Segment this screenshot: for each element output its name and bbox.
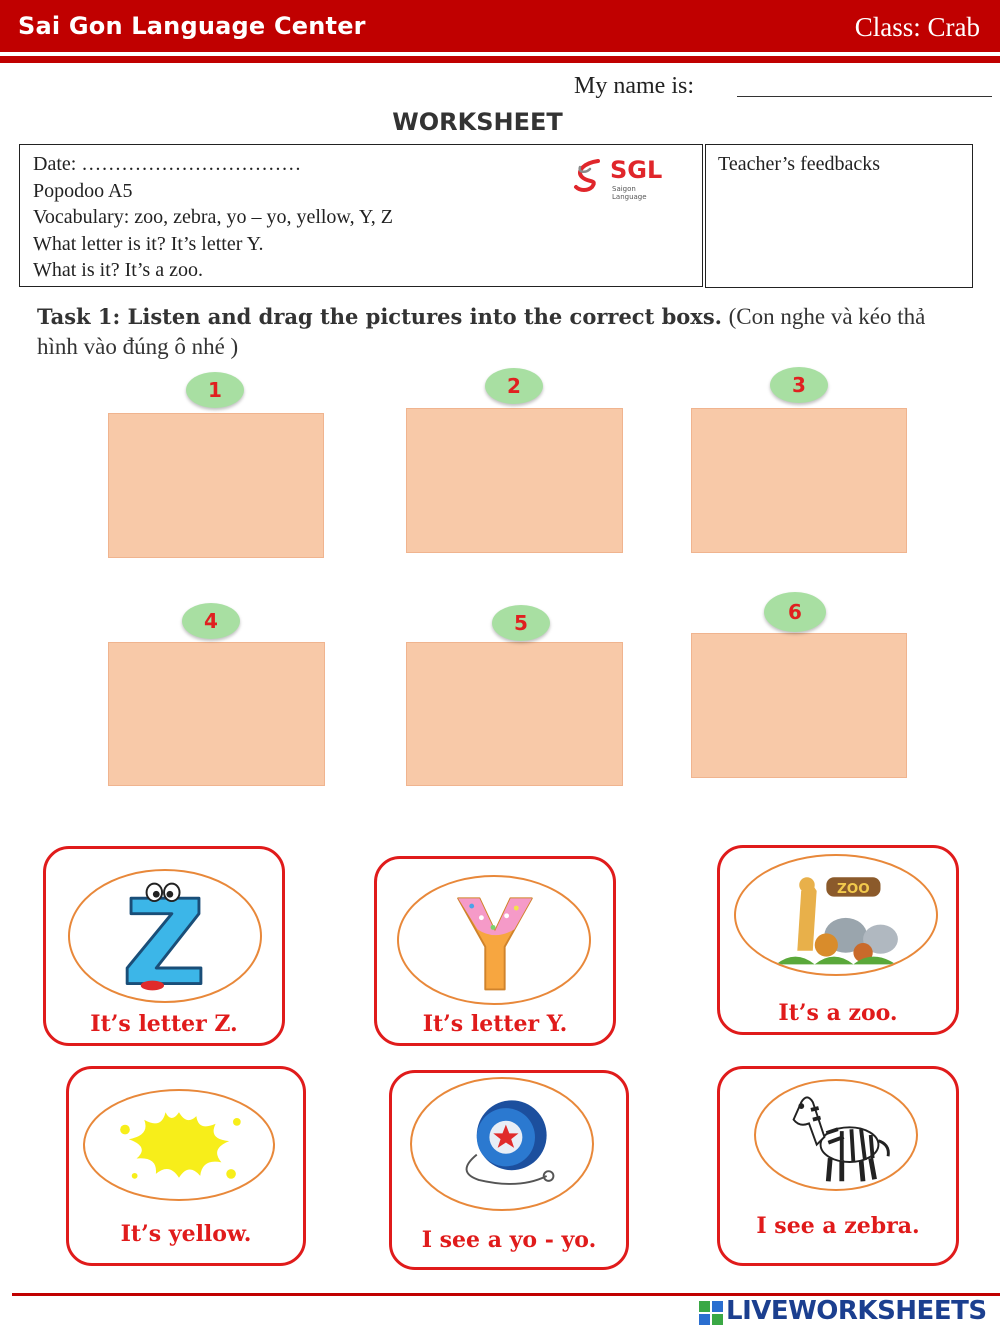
card-caption: I see a zebra. [756, 1213, 920, 1239]
card-caption: It’s a zoo. [778, 1000, 898, 1026]
card-oval [83, 1089, 275, 1201]
card-caption: It’s letter Y. [422, 1011, 568, 1037]
worksheet-title: WORKSHEET [392, 108, 563, 136]
book-line: Popodoo A5 [33, 180, 133, 202]
drop-zone-number-3: 3 [770, 367, 828, 403]
info-box [19, 144, 703, 287]
drop-zone-4[interactable] [108, 642, 325, 786]
liveworksheets-logo[interactable] [698, 1298, 998, 1328]
yellow-splash-icon [85, 1091, 273, 1199]
sgl-logo [572, 155, 672, 201]
zoo-icon [736, 856, 936, 974]
yoyo-icon [412, 1079, 592, 1209]
zebra-icon [756, 1081, 916, 1189]
name-label: My name is: [574, 73, 694, 99]
card-zoo[interactable] [717, 845, 959, 1035]
card-caption: It’s yellow. [120, 1221, 252, 1247]
sgl-swirl-icon [572, 157, 608, 193]
letter-y-icon [399, 877, 589, 1003]
card-letter-y[interactable] [374, 856, 616, 1046]
drop-zone-number-2: 2 [485, 368, 543, 404]
question-line-1: What letter is it? It’s letter Y. [33, 233, 264, 255]
drop-zone-3[interactable] [691, 408, 907, 553]
drop-zone-1[interactable] [108, 413, 324, 558]
card-oval [734, 854, 938, 976]
drop-zone-number-5: 5 [492, 605, 550, 641]
drop-zone-5[interactable] [406, 642, 623, 786]
zoo-sign-text: ZOO [836, 880, 870, 897]
card-oval [754, 1079, 918, 1191]
drop-zone-number-6: 6 [764, 592, 826, 632]
card-oval [410, 1077, 594, 1211]
card-oval [397, 875, 591, 1005]
drop-zone-number-4: 4 [182, 603, 240, 639]
task-instruction [37, 302, 967, 362]
center-name: Sai Gon Language Center [18, 12, 366, 40]
date-line: Date: …………………………… [33, 153, 302, 175]
card-caption: I see a yo - yo. [421, 1227, 597, 1253]
liveworksheets-brand: LIVEWORKSHEETS [726, 1296, 987, 1326]
card-yoyo[interactable] [389, 1070, 629, 1270]
card-zebra[interactable] [717, 1066, 959, 1266]
class-label: Class: Crab [854, 12, 980, 42]
letter-z-icon [70, 871, 260, 1001]
drop-zone-2[interactable] [406, 408, 623, 553]
card-yellow[interactable] [66, 1066, 306, 1266]
task-instruction-en: Task 1: Listen and drag the pictures into the correct boxs. [37, 304, 722, 329]
sgl-logo-sub: Saigon Language [612, 185, 647, 201]
header-divider [0, 56, 1000, 63]
vocabulary-line: Vocabulary: zoo, zebra, yo – yo, yellow, Y, Z [33, 206, 393, 228]
question-line-2: What is it? It’s a zoo. [33, 259, 203, 281]
task-instruction-vi: (Con nghe và kéo thả hình vào đúng ô nhé ) [37, 304, 926, 359]
liveworksheets-icon [698, 1300, 724, 1326]
drop-zone-6[interactable] [691, 633, 907, 778]
sgl-logo-text: SGL [610, 156, 663, 184]
feedback-label: Teacher’s feedbacks [718, 153, 881, 175]
card-oval [68, 869, 262, 1003]
teacher-feedback-box [705, 144, 973, 288]
card-caption: It’s letter Z. [90, 1011, 238, 1037]
drop-zone-number-1: 1 [186, 372, 244, 408]
name-input-line[interactable] [737, 96, 992, 97]
card-letter-z[interactable] [43, 846, 285, 1046]
